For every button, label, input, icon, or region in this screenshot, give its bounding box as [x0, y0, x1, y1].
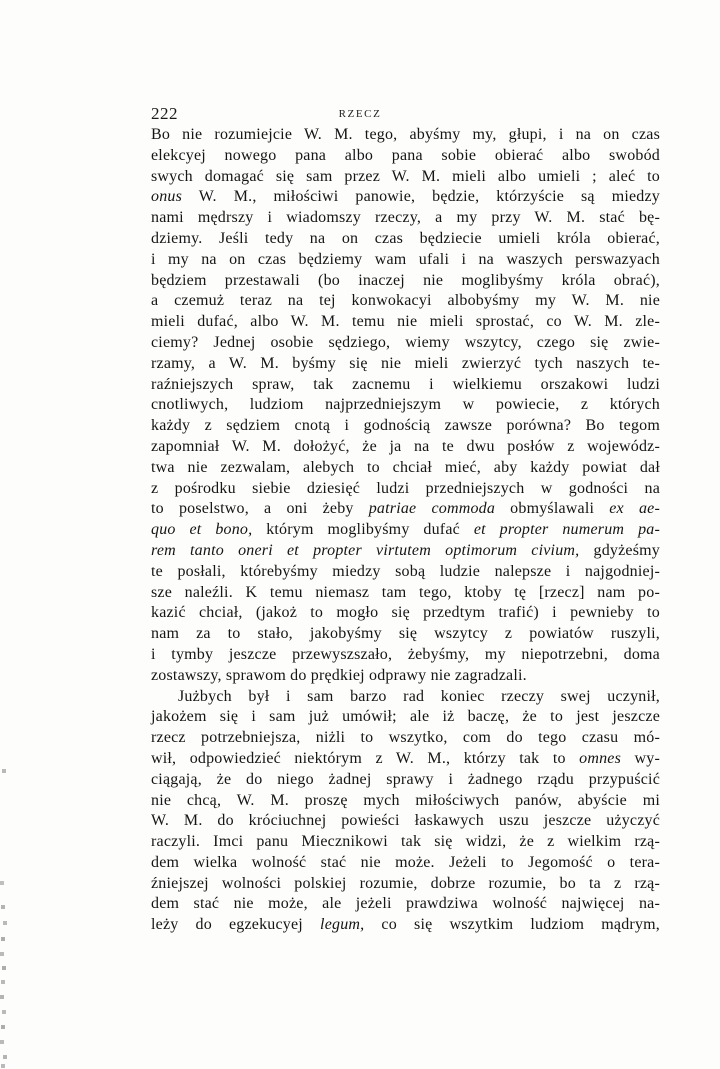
text-line: cnotliwych, ludziom najprzedniejszym w powiecie, z których [151, 396, 660, 414]
text-line: ciągają, że do niego żadnej sprawy i żadnego rządu przypuścić [151, 770, 660, 788]
text-line: będziem przestawali (bo inaczej nie moglibyśmy króla obrać), [151, 271, 660, 289]
text-line: raźniejszych spraw, tak zacnemu i wielkiemu orszakowi ludzi [151, 375, 660, 393]
text-line: dem stać nie może, ale jeżeli prawdziwa wolność najwięcej na- [151, 895, 660, 913]
text-line: z pośrodku siebie dziesięć ludzi przedniejszych w godności na [151, 479, 660, 497]
text-line: zapomniał W. M. dołożyć, że ja na te dwu posłów z wojewódz- [151, 437, 660, 455]
text-line: nam za to stało, jakobyśmy się wszytcy z powiatów ruszyli, [151, 625, 660, 643]
text-line: każdy z sędziem cnotą i godnością zawsze porówna? Bo tegom [151, 417, 660, 435]
text-line: wił, odpowiedzieć niektórym z W. M., którzy tak to omnes wy- [151, 749, 660, 767]
text-line: rem tanto oneri et propter virtutem optimorum civium, gdyżeśmy [151, 541, 661, 559]
text-line: dem wielka wolność stać nie może. Jeżeli to Jegomość o tera- [151, 853, 660, 871]
text-line: źniejszej wolności polskiej rozumie, dobrze rozumie, bo ta z rzą- [151, 874, 660, 892]
text-line: i my na on czas będziemy wam ufali i na waszych perswazyach [151, 250, 660, 268]
text-line: jakożem się i sam już umówił; ale iż baczę, że to jest jeszcze [151, 708, 660, 726]
text-line: rzamy, a W. M. byśmy się nie mieli zwierzyć tych naszych te- [151, 354, 660, 372]
text-line: zostawszy, sprawom do prędkiej odprawy nie zagradzali. [151, 666, 527, 684]
text-line: ciemy? Jednej osobie sędziego, wiemy wszytcy, czego się zwie- [151, 333, 660, 351]
text-line: elekcyej nowego pana albo pana sobie obierać albo swobód [151, 146, 660, 164]
running-header [0, 104, 720, 126]
text-line: Bo nie rozumiejcie W. M. tego, abyśmy my, głupi, i na on czas [151, 126, 660, 143]
text-line: to poselstwo, a oni żeby patriae commoda obmyślawali ex ae- [151, 500, 660, 518]
text-line: raczyli. Imci panu Miecznikowi tak się widzi, że z wielkim rzą- [151, 833, 660, 851]
text-line: nami mędrszy i wiadomszy rzeczy, a my przy W. M. stać bę- [151, 209, 660, 227]
text-line: dziemy. Jeśli tedy na on czas będziecie umieli króla obierać, [151, 229, 660, 247]
text-line: kazić chciał, (jakoż to mogło się przedtym trafić) i pewnieby to [151, 604, 660, 622]
text-line: mieli dufać, albo W. M. temu nie mieli sprostać, co W. M. zle- [151, 313, 660, 331]
scan-artifacts [0, 0, 2, 2]
text-line: nie chcą, W. M. proszę mych miłościwych panów, abyście mi [151, 791, 660, 809]
text-line: quo et bono, którym moglibyśmy dufać et propter numerum pa- [151, 521, 660, 539]
text-line: twa nie zezwalam, alebych to chciał mieć, aby każdy powiat dał [151, 458, 660, 476]
text-line: Jużbych był i sam barzo rad koniec rzeczy swej uczynił, [178, 687, 660, 705]
page-number: 222 [151, 104, 178, 123]
running-title: RZECZ [338, 108, 382, 120]
text-line: a czemuż teraz na tej konwokacyi albobyśmy my W. M. nie [151, 292, 660, 310]
text-line: onus W. M., miłościwi panowie, będzie, którzyście są miedzy [151, 188, 660, 206]
text-line: te posłali, którebyśmy miedzy sobą ludzie nalepsze i najgodniej- [151, 562, 660, 580]
text-line: rzecz potrzebniejsza, niżli to wszytko, com do tego czasu mó- [151, 729, 660, 747]
text-line: leży do egzekucyej legum, co się wszytkim ludziom mądrym, [151, 916, 660, 934]
text-line: swych domagać się sam przez W. M. mieli albo umieli ; aleć to [151, 167, 660, 185]
text-line: sze naleźli. K temu niemasz tam tego, ktoby tę [rzecz] nam po- [151, 583, 660, 601]
body-text [151, 125, 660, 936]
text-line: i tymby jeszcze przewyszszało, żebyśmy, my niepotrzebni, doma [151, 645, 660, 663]
text-line: W. M. do króciuchnej powieści łaskawych uszu jeszcze użyczyć [151, 812, 660, 830]
